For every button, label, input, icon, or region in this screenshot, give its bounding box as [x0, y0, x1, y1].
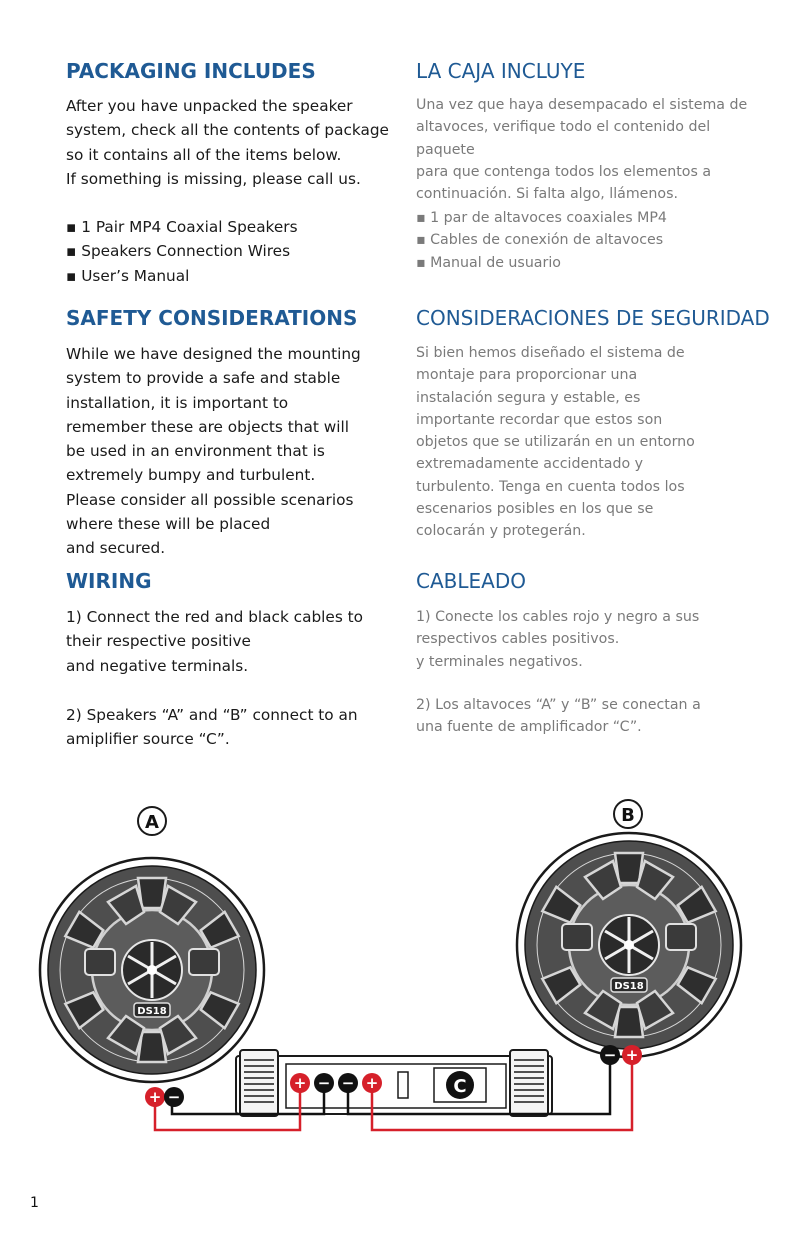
svg-text:+: +: [148, 1088, 162, 1106]
speaker-a-negative-terminal: [164, 1087, 184, 1107]
safety-body-es: Si bien hemos diseñado el sistema de montaje para proporcionar una instalación segura y estable, es importante recordar que estos son objetos que se utilizarán en un entorno extremadamente accidentado y turbulento. Tenga en cuenta todos los escenarios posibles en los que se colocarán y protegerán.: [416, 345, 695, 540]
svg-text:−: −: [603, 1046, 617, 1064]
safety-heading-es: CONSIDERACIONES DE SEGURIDAD: [416, 306, 770, 330]
wiring-step2-en: 2) Speakers “A” and “B” connect to an amiplifier source “C”.: [66, 706, 358, 749]
wiring-step2-es: 2) Los altavoces “A” y “B” se conectan a una fuente de amplificador “C”.: [416, 697, 701, 736]
svg-text:+: +: [365, 1074, 379, 1092]
wiring-step1-es: 1) Conecte los cables rojo y negro a sus respectivos cables positivos. y terminales negativos.: [416, 609, 700, 670]
safety-heading-en: SAFETY CONSIDERATIONS: [66, 306, 358, 330]
wiring-diagram: [0, 790, 800, 1150]
amp-negative-terminal-2: [338, 1073, 358, 1093]
packaging-items-es: ▪ 1 par de altavoces coaxiales MP4 ▪ Cables de conexión de altavoces ▪ Manual de usuario: [416, 210, 667, 271]
speaker-b-brand: DS18: [614, 981, 644, 992]
packaging-heading-en: PACKAGING INCLUDES: [66, 59, 316, 83]
amp-positive-terminal-2: [362, 1073, 382, 1093]
speaker-a-positive-terminal: [145, 1087, 165, 1107]
svg-text:−: −: [317, 1074, 331, 1092]
packaging-items-en: ▪ 1 Pair MP4 Coaxial Speakers ▪ Speakers Connection Wires ▪ User’s Manual: [66, 218, 298, 285]
packaging-body-es: Una vez que haya desempacado el sistema de altavoces, verifique todo el contenido del paquete para que contenga todos los elementos a continuación. Si falta algo, llámenos.: [416, 97, 748, 203]
speaker-a: [40, 858, 264, 1082]
speaker-b-negative-terminal: [600, 1045, 620, 1065]
amp-negative-terminal-1: [314, 1073, 334, 1093]
amp-positive-terminal-1: [290, 1073, 310, 1093]
wiring-heading-es: CABLEADO: [416, 569, 526, 593]
svg-text:−: −: [341, 1074, 355, 1092]
speaker-b-label: B: [621, 805, 635, 826]
amplifier-c: [236, 1050, 552, 1116]
speaker-b: [517, 833, 741, 1057]
svg-text:+: +: [293, 1074, 307, 1092]
speaker-b-positive-terminal: [622, 1045, 642, 1065]
speaker-a-label: A: [145, 812, 159, 833]
svg-text:+: +: [625, 1046, 639, 1064]
wiring-step1-en: 1) Connect the red and black cables to their respective positive and negative terminals.: [66, 608, 364, 675]
wiring-heading-en: WIRING: [66, 569, 152, 593]
safety-body-en: While we have designed the mounting system to provide a safe and stable installation, it is important to remember these are objects that will be used in an environment that is extremely bumpy and turbulent. Please consider all possible scenarios where these will be placed and secured.: [66, 345, 361, 558]
speaker-a-brand: DS18: [137, 1006, 167, 1017]
amplifier-c-label: C: [453, 1076, 467, 1097]
packaging-body-en: After you have unpacked the speaker system, check all the contents of package so it contains all of the items below. If something is missing, please call us.: [66, 97, 389, 188]
svg-text:−: −: [167, 1088, 181, 1106]
packaging-heading-es: LA CAJA INCLUYE: [416, 59, 586, 83]
page-number: 1: [30, 1195, 39, 1211]
